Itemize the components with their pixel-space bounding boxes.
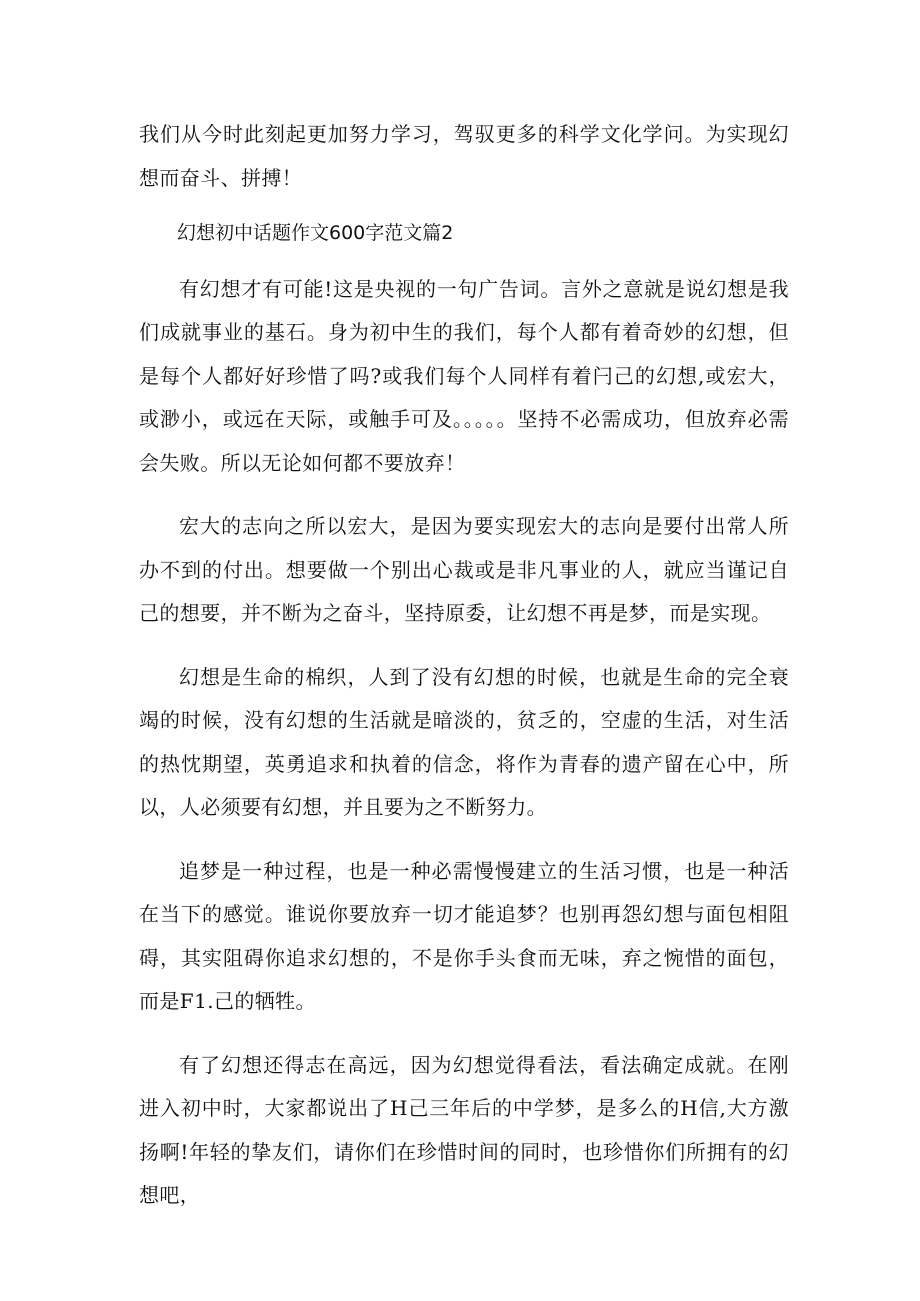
- paragraph-intro-ending: 我们从今时此刻起更加努力学习，驾驭更多的科学文化学问。为实现幻想而奋斗、拼搏！: [139, 122, 789, 190]
- paragraph-3: 幻想是生命的棉织，人到了没有幻想的时候，也就是生命的完全衰竭的时候，没有幻想的生活就是暗淡的，贫乏的，空虚的生活，对生活的热忱期望，英勇追求和执着的信念，将作为青春的遗产留在心中，所以，人必须要有幻想，并且要为之不断努力。: [139, 664, 789, 819]
- paragraph-1: 有幻想才有可能!这是央视的一句广告词。言外之意就是说幻想是我们成就事业的基石。身为初中生的我们，每个人都有着奇妙的幻想，但是每个人都好好珍惜了吗?或我们每个人同样有着闩己的幻想,或宏大，或渺小，或远在天际，或触手可及。。。。。坚持不必需成功，但放弃必需会失败。所以无论如何都不要放弃！: [139, 276, 789, 475]
- section-heading: 幻想初中话题作文600字范文篇2: [177, 222, 454, 244]
- paragraph-4: 追梦是一种过程，也是一种必需慢慢建立的生活习惯，也是一种活在当下的感觉。谁说你要放弃一切才能追梦？也别再怨幻想与面包相阻碍，其实阻碍你追求幻想的，不是你手头食而无味，弃之惋惜的面包，而是F1.己的牺牲。: [139, 858, 789, 1013]
- paragraph-2: 宏大的志向之所以宏大，是因为要实现宏大的志向是要付出常人所办不到的付出。想要做一个别出心裁或是非凡事业的人，就应当谨记自己的想要，并不断为之奋斗，坚持原委，让幻想不再是梦，而是实现。: [139, 514, 789, 625]
- document-page: [139, 113, 789, 1218]
- paragraph-5: 有了幻想还得志在高远，因为幻想觉得看法，看法确定成就。在刚进入初中时，大家都说出了H己三年后的中学梦，是多么的H信,大方激扬啊!年轻的挚友们，请你们在珍惜时间的同时，也珍惜你们所拥有的幻想吧，: [139, 1052, 789, 1207]
